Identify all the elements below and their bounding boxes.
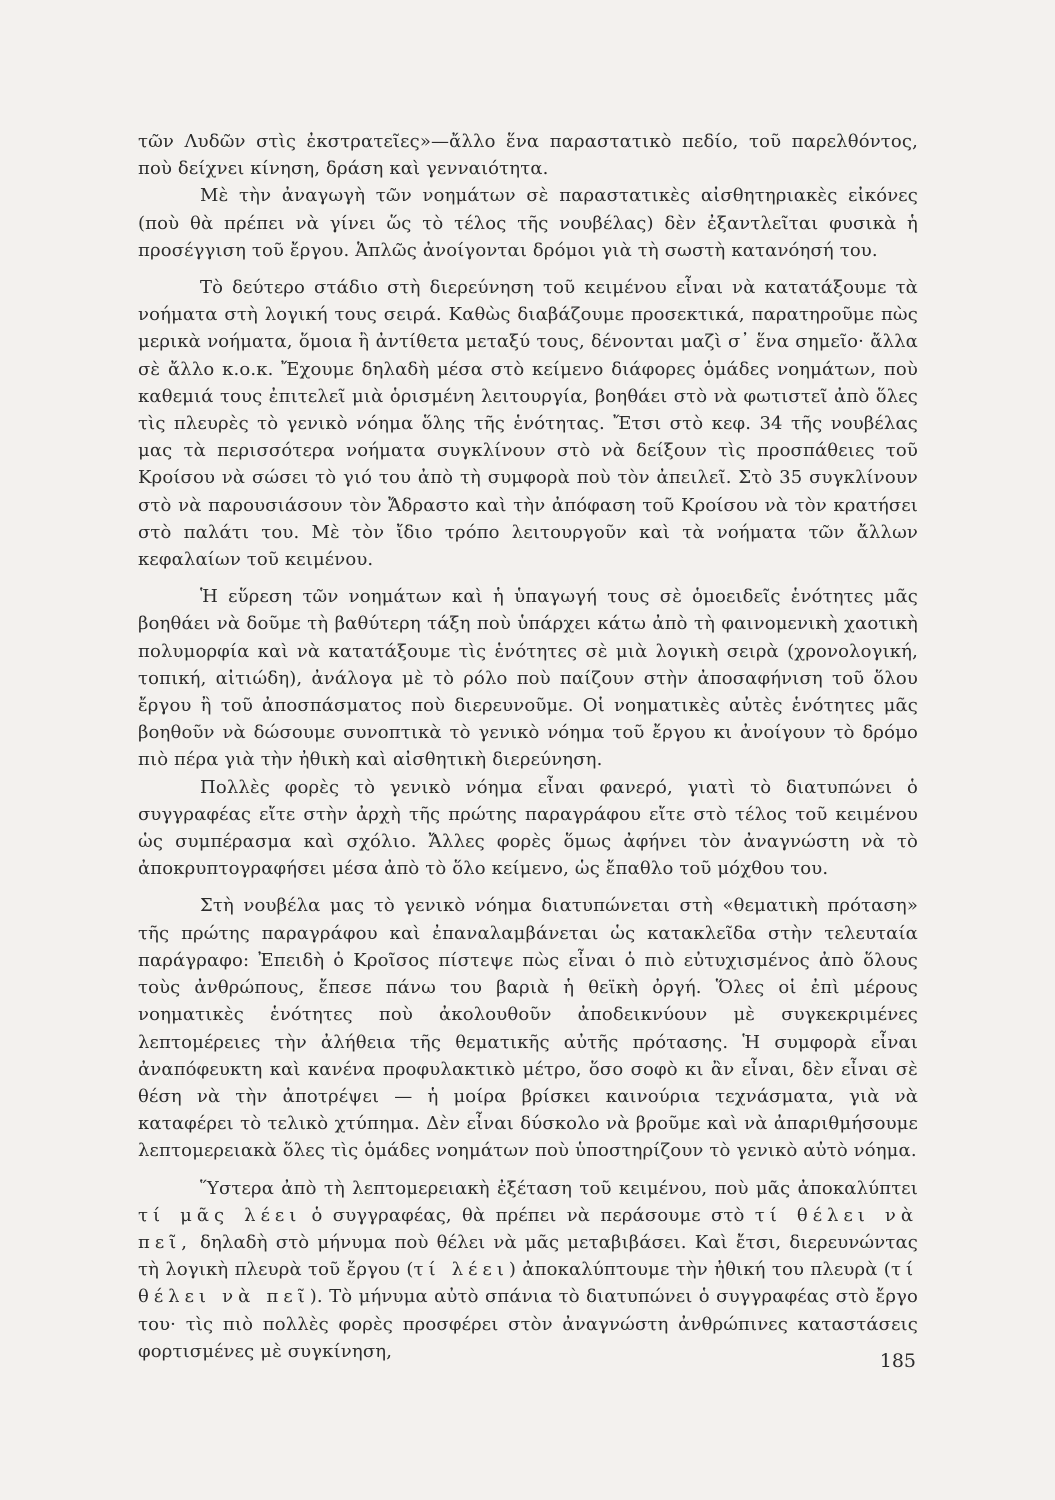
spaced-text: τί θέλει νὰ πεῖ <box>138 1259 918 1308</box>
text-run: Ὕστερα ἀπὸ τὴ λεπτομερειακὴ ἐξέταση τοῦ κειμένου, ποὺ μᾶς ἀποκαλύπτει <box>200 1177 918 1199</box>
paragraph-continuation: τῶν Λυδῶν στὶς ἐκστρατεῖες»—ἄλλο ἕνα παραστατικὸ πεδίο, τοῦ παρελθόντος, ποὺ δείχνει κίνηση, δράση καὶ γενναιότητα. <box>138 131 918 180</box>
paragraph: Στὴ νουβέλα μας τὸ γενικὸ νόημα διατυπώνεται στὴ «θεματικὴ πρόταση» τῆς πρώτης παραγράφου καὶ ἐπαναλαμβάνεται ὡς κατακλεῖδα στὴν τελευταία παράγραφο: Ἐπειδὴ ὁ Κροῖσος πίστεψε πὼς εἶναι ὁ πιὸ εὐτυχισμένος ἀπὸ ὅλους τοὺς ἀνθρώπους, ἔπεσε πάνω του βαριὰ ἡ θεϊκὴ ὀργή. Ὅλες οἱ ἐπὶ μέρους νοηματικὲς ἑνότητες ποὺ ἀκολουθοῦν ἀποδεικνύουν μὲ συγκεκριμένες λεπτομέρειες τὴν ἀλήθεια τῆς θεματικῆς αὐτῆς πρότασης. Ἡ συμφορὰ εἶναι ἀναπόφευκτη καὶ κανένα προφυλακτικὸ μέτρο, ὅσο σοφὸ κι ἂν εἶναι, δὲν εἶναι σὲ θέση νὰ τὴν ἀποτρέψει — ἡ μοίρα βρίσκει καινούρια τεχνάσματα, γιὰ νὰ καταφέρει τὸ τελικὸ χτύπημα. Δὲν εἶναι δύσκολο νὰ βροῦμε καὶ νὰ ἀπαριθμήσουμε λεπτομερειακὰ ὅλες τὶς ὁμάδες νοημάτων ποὺ ὑποστηρίζουν τὸ γενικὸ αὐτὸ νόημα. <box>138 895 918 1162</box>
text-run: ). Τὸ μήνυμα αὐτὸ σπάνια τὸ διατυπώνει ὁ συγγραφέας στὸ ἔργο του· τὶς πιὸ πολλὲς φορὲς προσφέρει στὸν ἀναγνώστη ἀνθρώπινες καταστάσεις φορτισμένες μὲ συγκίνηση, <box>138 1286 918 1362</box>
paragraph: Πολλὲς φορὲς τὸ γενικὸ νόημα εἶναι φανερό, γιατὶ τὸ διατυπώνει ὁ συγγραφέας εἴτε στὴν ἀρχὴ τῆς πρώτης παραγράφου εἴτε στὸ τέλος τοῦ κειμένου ὡς συμπέρασμα καὶ σχόλιο. Ἄλλες φορὲς ὅμως ἀφήνει τὸν ἀναγνώστη νὰ τὸ ἀποκρυπτογραφήσει μέσα ἀπὸ τὸ ὅλο κείμενο, ὡς ἔπαθλο τοῦ μόχθου του. <box>138 776 918 880</box>
text-run: ὁ συγγραφέας, θὰ πρέπει νὰ περάσουμε στὸ <box>311 1204 745 1226</box>
body-text <box>138 128 918 1365</box>
spaced-text: τί θέλει νὰ πεῖ, <box>138 1204 919 1253</box>
paragraph: Τὸ δεύτερο στάδιο στὴ διερεύνηση τοῦ κειμένου εἶναι νὰ κατατάξουμε τὰ νοήματα στὴ λογική τους σειρά. Καθὼς διαβάζουμε προσεκτικά, παρατηροῦμε πὼς μερικὰ νοήματα, ὅμοια ἢ ἀντίθετα μεταξύ τους, δένονται μαζὶ σ᾽ ἕνα σημεῖο· ἄλλα σὲ ἄλλο κ.ο.κ. Ἔχουμε δηλαδὴ μέσα στὸ κείμενο διάφορες ὁμάδες νοημάτων, ποὺ καθεμιά τους ἐπιτελεῖ μιὰ ὁρισμένη λειτουργία, βοηθάει στὸ νὰ φωτιστεῖ ἀπὸ ὅλες τὶς πλευρὲς τὸ γενικὸ νόημα ὅλης τῆς ἑνότητας. Ἔτσι στὸ κεφ. 34 τῆς νουβέλας μας τὰ περισσότερα νοήματα συγκλίνουν στὸ νὰ δείξουν τὶς προσπάθειες τοῦ Κροίσου νὰ σώσει τὸ γιό του ἀπὸ τὴ συμφορὰ ποὺ τὸν ἀπειλεῖ. Στὸ 35 συγκλίνουν στὸ νὰ παρουσιάσουν τὸν Ἄδραστο καὶ τὴν ἀπόφαση τοῦ Κροίσου νὰ τὸν κρατήσει στὸ παλάτι του. Μὲ τὸν ἴδιο τρόπο λειτουργοῦν καὶ τὰ νοήματα τῶν ἄλλων κεφαλαίων τοῦ κειμένου. <box>138 277 918 571</box>
paragraph: Μὲ τὴν ἀναγωγὴ τῶν νοημάτων σὲ παραστατικὲς αἰσθητηριακὲς εἰκόνες (ποὺ θὰ πρέπει νὰ γίνει ὥς τὸ τέλος τῆς νουβέλας) δὲν ἐξαντλεῖται φυσικὰ ἡ προσέγγιση τοῦ ἔργου. Ἁπλῶς ἀνοίγονται δρόμοι γιὰ τὴ σωστὴ κατανόησή του. <box>138 185 918 261</box>
page-number: 185 <box>879 1350 916 1372</box>
text-run: δηλαδὴ στὸ μήνυμα ποὺ θέλει νὰ μᾶς μεταβιβάσει. Καὶ ἔτσι, διερευνώντας τὴ λογικὴ πλευρὰ τοῦ ἔργου ( <box>138 1231 918 1281</box>
paragraph-last <box>138 1175 918 1365</box>
text-run: ) ἀποκαλύπτουμε τὴν ἠθική του πλευρὰ ( <box>508 1259 891 1281</box>
paragraph: Ἡ εὕρεση τῶν νοημάτων καὶ ἡ ὑπαγωγή τους σὲ ὁμοειδεῖς ἑνότητες μᾶς βοηθάει νὰ δοῦμε τὴ βαθύτερη τάξη ποὺ ὑπάρχει κάτω ἀπὸ τὴ φαινομενικὴ χαοτικὴ πολυμορφία καὶ νὰ κατατάξουμε τὶς ἑνότητες σὲ μιὰ λογικὴ σειρὰ (χρονολογική, τοπική, αἰτιώδη), ἀνάλογα μὲ τὸ ρόλο ποὺ παίζουν στὴν ἀποσαφήνιση τοῦ ὅλου ἔργου ἢ τοῦ ἀποσπάσματος ποὺ διερευνοῦμε. Οἱ νοηματικὲς αὐτὲς ἑνότητες μᾶς βοηθοῦν νὰ δώσουμε συνοπτικὰ τὸ γενικὸ νόημα τοῦ ἔργου κι ἀνοίγουν τὸ δρόμο πιὸ πέρα γιὰ τὴν ἠθικὴ καὶ αἰσθητικὴ διερεύνηση. <box>138 586 918 771</box>
spaced-text: τί λέει <box>413 1259 509 1281</box>
spaced-text: τί μᾶς λέει <box>138 1204 302 1226</box>
